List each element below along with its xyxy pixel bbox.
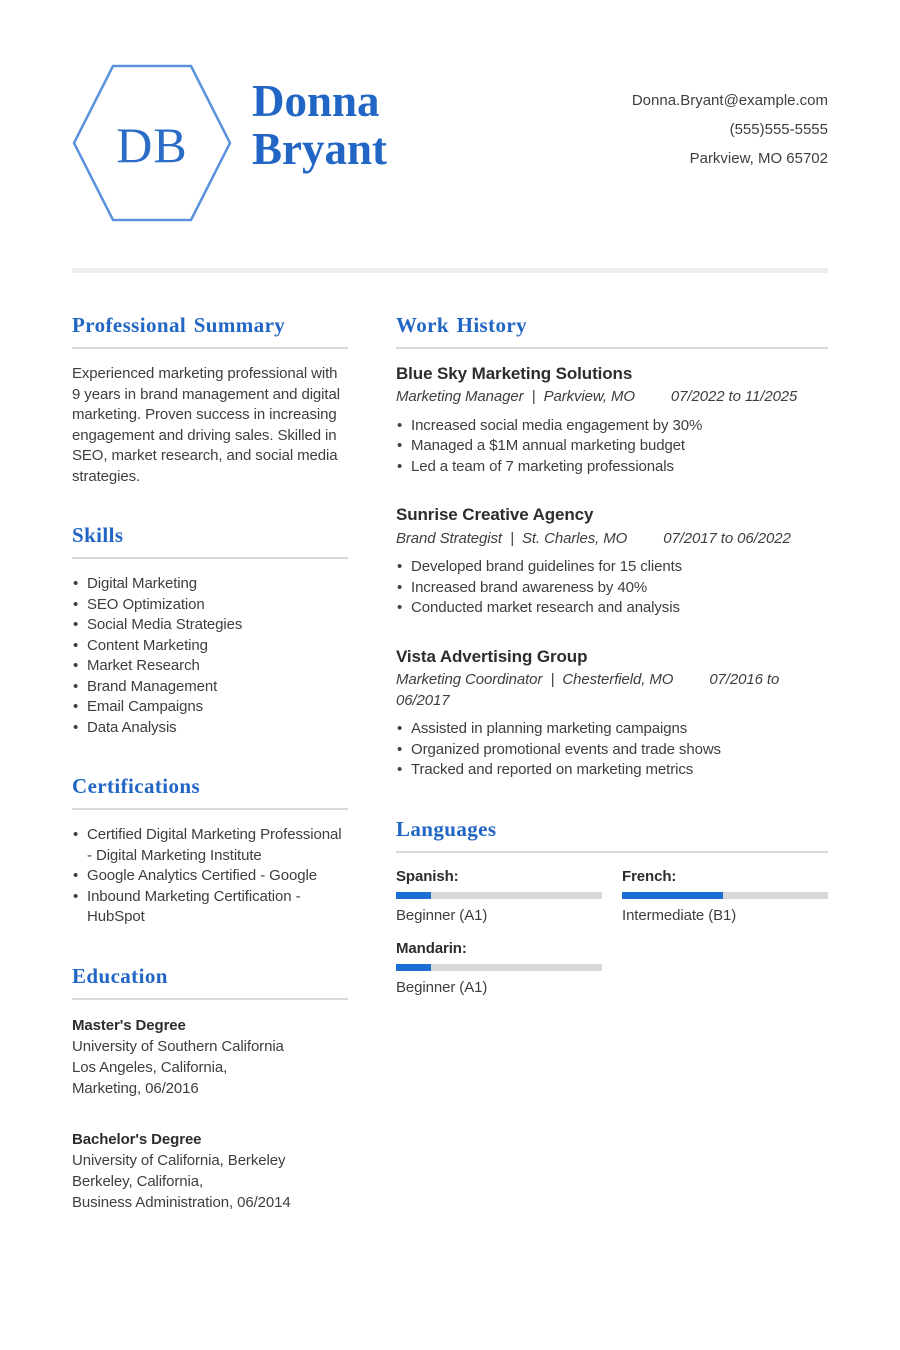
job-meta: [396, 387, 828, 408]
certification-item: • Google Analytics Certified - Google: [72, 866, 348, 887]
job-bullet: • Conducted market research and analysis: [396, 598, 828, 619]
job-company: Blue Sky Marketing Solutions: [396, 364, 633, 383]
skill-item: • Market Research: [72, 656, 348, 677]
language-name: French:: [622, 867, 677, 885]
skill-item: • Content Marketing: [72, 636, 348, 657]
left-column: [72, 313, 348, 1249]
monogram-hexagon: [72, 62, 232, 224]
language-progress-fill: [622, 892, 723, 899]
skills-list: [72, 574, 348, 738]
skill-item: • Brand Management: [72, 677, 348, 698]
contact-phone: (555)555-5555: [729, 121, 828, 138]
degree-title: Bachelor's Degree: [72, 1130, 202, 1148]
section-languages: [396, 817, 828, 996]
job-bullet: • Organized promotional events and trade shows: [396, 740, 828, 761]
language-level: Intermediate (B1): [622, 906, 737, 924]
certification-item: • Certified Digital Marketing Professional - Digital Marketing Institute: [72, 825, 348, 866]
work-history-heading: Work History: [396, 313, 828, 349]
certification-item: • Inbound Marketing Certification - HubSpot: [72, 887, 348, 928]
education-entry: [72, 1129, 348, 1213]
language-progress-fill: [396, 964, 431, 971]
section-professional-summary: [72, 313, 348, 487]
skill-item: • Social Media Strategies: [72, 615, 348, 636]
job-entry: [396, 364, 828, 477]
job-role-location: Brand Strategist | St. Charles, MO: [396, 529, 628, 547]
job-bullet: • Increased brand awareness by 40%: [396, 578, 828, 599]
contact-email: Donna.Bryant@example.com: [631, 92, 828, 109]
language-name: Spanish:: [396, 867, 459, 885]
job-dates: 07/2017 to 06/2022: [663, 529, 791, 547]
section-skills: [72, 523, 348, 738]
skill-item: • Digital Marketing: [72, 574, 348, 595]
language-progress-bar: [396, 892, 602, 899]
job-entry: [396, 647, 828, 781]
content-columns: [0, 273, 900, 1249]
summary-text: Experienced marketing professional with 9 years in brand management and digital marketing. Proven success in increasing engagement and driving sales. Skilled in SEO, market research, and social media strategies.: [72, 365, 340, 485]
job-company: Sunrise Creative Agency: [396, 505, 594, 525]
section-work-history: [396, 313, 828, 781]
skills-heading: Skills: [72, 523, 348, 559]
languages-heading: Languages: [396, 817, 828, 853]
language-entry: [622, 868, 828, 924]
job-bullet: • Tracked and reported on marketing metrics: [396, 760, 828, 781]
degree-location: Berkeley, California,: [72, 1172, 204, 1190]
skill-item: • Email Campaigns: [72, 697, 348, 718]
job-meta: [396, 670, 828, 711]
language-entry: [396, 868, 602, 924]
page-title: [252, 62, 387, 173]
job-bullets: [396, 416, 828, 478]
contact-info: [632, 62, 828, 173]
job-role-location: Marketing Coordinator | Chesterfield, MO: [396, 671, 674, 689]
language-progress-bar: [396, 964, 602, 971]
language-entry: [396, 940, 602, 996]
degree-school: University of Southern California: [72, 1037, 284, 1055]
section-certifications: [72, 774, 348, 928]
skill-item: • SEO Optimization: [72, 595, 348, 616]
education-entry: [72, 1015, 348, 1099]
languages-grid: [396, 868, 828, 996]
job-meta: [396, 529, 828, 550]
job-dates: 07/2016 to 06/2017: [396, 671, 780, 709]
job-bullet: • Led a team of 7 marketing professionals: [396, 457, 828, 478]
name-first: Donna: [252, 76, 380, 126]
degree-location: Los Angeles, California,: [72, 1058, 228, 1076]
degree-title: Master's Degree: [72, 1016, 186, 1034]
job-bullets: [396, 557, 828, 619]
contact-location: Parkview, MO 65702: [689, 150, 828, 167]
language-level: Beginner (A1): [396, 906, 488, 924]
summary-heading: Professional Summary: [72, 313, 348, 349]
language-name: Mandarin:: [396, 939, 467, 957]
job-bullets: [396, 719, 828, 781]
degree-school: University of California, Berkeley: [72, 1151, 286, 1169]
certifications-list: [72, 825, 348, 928]
skill-item: • Data Analysis: [72, 718, 348, 739]
monogram-initials: DB: [116, 117, 188, 173]
job-entry: [396, 505, 828, 618]
degree-detail: Business Administration, 06/2014: [72, 1193, 291, 1211]
name-last: Bryant: [252, 123, 387, 174]
job-bullet: • Managed a $1M annual marketing budget: [396, 436, 828, 457]
job-role-location: Marketing Manager | Parkview, MO: [396, 388, 635, 406]
section-education: [72, 964, 348, 1213]
job-dates: 07/2022 to 11/2025: [670, 388, 798, 406]
job-bullet: • Assisted in planning marketing campaigns: [396, 719, 828, 740]
job-company: Vista Advertising Group: [396, 646, 588, 666]
education-heading: Education: [72, 964, 348, 1000]
job-bullet: • Increased social media engagement by 30%: [396, 416, 828, 437]
right-column: [396, 313, 828, 1249]
job-bullet: • Developed brand guidelines for 15 clients: [396, 557, 828, 578]
header: [0, 0, 900, 224]
degree-detail: Marketing, 06/2016: [72, 1079, 199, 1097]
language-level: Beginner (A1): [396, 978, 488, 996]
language-progress-bar: [622, 892, 828, 899]
language-progress-fill: [396, 892, 431, 899]
certifications-heading: Certifications: [72, 774, 348, 810]
